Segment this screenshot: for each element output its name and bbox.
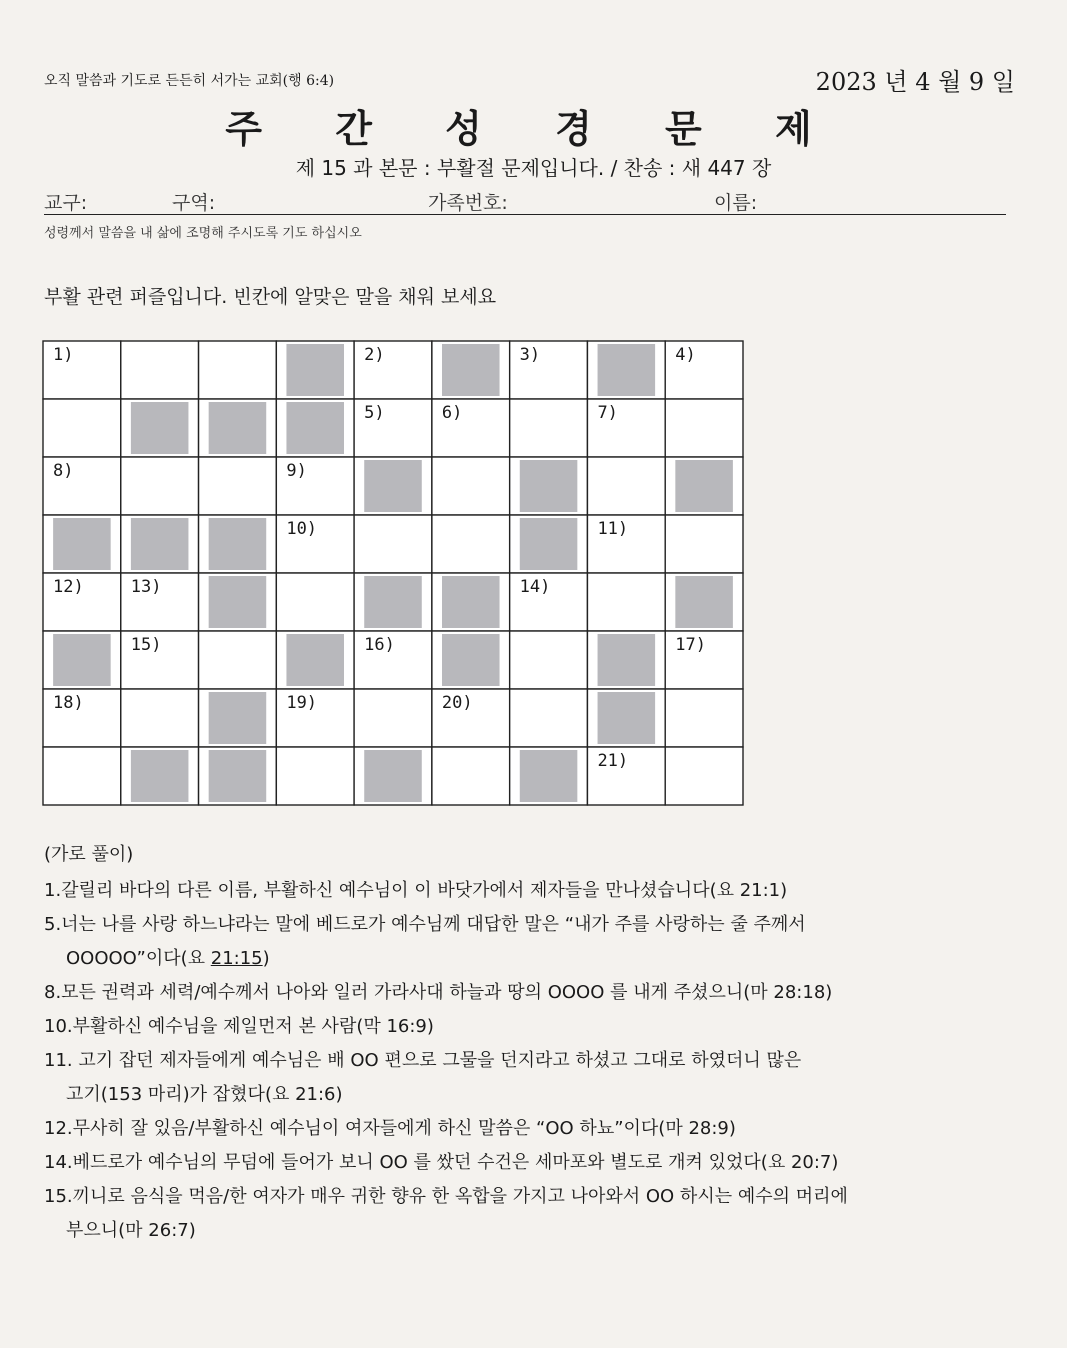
clue-12: 12.무사히 잘 있음/부활하신 예수님이 여자들에게 하신 말씀은 “OO 하뇨”이다(마 28:9) xyxy=(44,1118,736,1139)
shaded-cell xyxy=(53,634,111,686)
clue-14: 14.베드로가 예수님의 무덤에 들어가 보니 OO 를 쌌던 수건은 세마포와 별도로 개켜 있었다(요 20:7) xyxy=(44,1152,839,1173)
crossword-cell[interactable] xyxy=(587,573,665,631)
shaded-cell xyxy=(598,692,656,744)
clue-11: 11. 고기 잡던 제자들에게 예수님은 배 OO 편으로 그물을 던지라고 하셨고 그대로 하였더니 많은 xyxy=(44,1050,802,1071)
cell-number: 11) xyxy=(597,519,629,539)
shaded-cell xyxy=(131,518,189,570)
shaded-cell xyxy=(675,460,733,512)
crossword-cell[interactable] xyxy=(121,457,199,515)
cell-number: 19) xyxy=(286,693,318,713)
crossword-cell[interactable] xyxy=(665,515,743,573)
shaded-cell xyxy=(520,518,578,570)
crossword-cell[interactable] xyxy=(510,399,588,457)
parish-field[interactable]: 교구: xyxy=(44,192,88,214)
crossword-cell[interactable] xyxy=(354,515,432,573)
shaded-cell xyxy=(364,750,422,802)
cell-number: 1) xyxy=(53,345,74,365)
crossword-cell[interactable] xyxy=(199,341,277,399)
shaded-cell xyxy=(598,344,656,396)
shaded-cell xyxy=(364,576,422,628)
shaded-cell xyxy=(209,576,267,628)
date: 2023 년 4 월 9 일 xyxy=(815,68,1015,96)
cell-number: 8) xyxy=(53,461,74,481)
shaded-cell xyxy=(520,750,578,802)
crossword-cell[interactable] xyxy=(510,689,588,747)
crossword-cell[interactable] xyxy=(121,341,199,399)
crossword-cell[interactable] xyxy=(276,573,354,631)
cell-number: 3) xyxy=(519,345,541,365)
shaded-cell xyxy=(598,634,656,686)
shaded-cell xyxy=(286,402,344,454)
cell-number: 18) xyxy=(53,693,84,713)
crossword-cell[interactable] xyxy=(199,631,277,689)
shaded-cell xyxy=(520,460,578,512)
lesson-line: 제 15 과 본문 : 부활절 문제입니다. / 찬송 : 새 447 장 xyxy=(295,156,772,180)
name-field[interactable]: 이름: xyxy=(714,192,758,214)
cell-number: 15) xyxy=(130,635,162,655)
clue-heading: (가로 풀이) xyxy=(44,844,134,865)
shaded-cell xyxy=(364,460,422,512)
cell-number: 4) xyxy=(675,345,696,365)
crossword-cell[interactable] xyxy=(587,457,665,515)
crossword-cell[interactable] xyxy=(432,515,510,573)
shaded-cell xyxy=(209,692,267,744)
church-motto: 오직 말씀과 기도로 든든히 서가는 교회(행 6:4) xyxy=(44,73,335,89)
cell-number: 5) xyxy=(364,403,385,423)
cell-number: 10) xyxy=(286,519,318,539)
shaded-cell xyxy=(209,402,267,454)
clues xyxy=(44,838,1034,1248)
clue-10: 10.부활하신 예수님을 제일먼저 본 사람(막 16:9) xyxy=(44,1016,434,1037)
shaded-cell xyxy=(442,344,500,396)
crossword-cell[interactable] xyxy=(510,631,588,689)
crossword-cell[interactable] xyxy=(665,747,743,805)
district-field[interactable]: 구역: xyxy=(172,192,216,214)
clue-15-cont: 부으니(마 26:7) xyxy=(66,1220,196,1241)
cell-number: 6) xyxy=(441,403,463,423)
crossword-cell[interactable] xyxy=(432,747,510,805)
shaded-cell xyxy=(209,750,267,802)
prayer-note: 성령께서 말씀을 내 삶에 조명해 주시도록 기도 하십시오 xyxy=(44,226,362,241)
cell-number: 16) xyxy=(364,635,395,655)
clue-5-cont xyxy=(44,942,1034,976)
cell-number: 9) xyxy=(286,461,307,481)
crossword-cell[interactable] xyxy=(43,399,121,457)
crossword-cell[interactable] xyxy=(665,689,743,747)
clue-5-close: ) xyxy=(262,948,270,969)
shaded-cell xyxy=(131,750,189,802)
shaded-cell xyxy=(131,402,189,454)
shaded-cell xyxy=(442,576,500,628)
shaded-cell xyxy=(675,576,733,628)
cell-number: 7) xyxy=(597,403,618,423)
cell-number: 21) xyxy=(597,751,629,771)
shaded-cell xyxy=(209,518,267,570)
family-number-field[interactable]: 가족번호: xyxy=(428,192,508,214)
crossword-cell[interactable] xyxy=(432,457,510,515)
shaded-cell xyxy=(286,344,344,396)
info-row xyxy=(44,188,1006,215)
clue-8: 8.모든 권력과 세력/예수께서 나아와 일러 가라사대 하늘과 땅의 OOOO 를 내게 주셨으니(마 28:18) xyxy=(44,982,833,1003)
cell-number: 14) xyxy=(519,577,551,597)
page-title: 주 간 성 경 문 제 xyxy=(225,107,842,151)
cell-number: 17) xyxy=(675,635,706,655)
shaded-cell xyxy=(442,634,500,686)
clue-11-cont: 고기(153 마리)가 잡혔다(요 21:6) xyxy=(66,1084,343,1105)
clue-1: 1.갈릴리 바다의 다른 이름, 부활하신 예수님이 이 바닷가에서 제자들을 만나셨습니다(요 21:1) xyxy=(44,880,788,901)
crossword-cell[interactable] xyxy=(276,747,354,805)
crossword-cell[interactable] xyxy=(354,689,432,747)
crossword-svg xyxy=(42,340,744,806)
clue-5-ref: 21:15 xyxy=(210,948,263,969)
cell-number: 12) xyxy=(53,577,84,597)
clue-5-text: OOOOO”이다(요 xyxy=(66,948,211,969)
cell-number: 13) xyxy=(130,577,162,597)
shaded-cell xyxy=(286,634,344,686)
clue-5: 5.너는 나를 사랑 하느냐라는 말에 베드로가 예수님께 대답한 말은 “내가 주를 사랑하는 줄 주께서 xyxy=(44,914,806,935)
instruction: 부활 관련 퍼즐입니다. 빈칸에 알맞은 말을 채워 보세요 xyxy=(44,286,497,308)
crossword-grid xyxy=(42,340,744,806)
shaded-cell xyxy=(53,518,111,570)
crossword-cell[interactable] xyxy=(665,399,743,457)
crossword-cell[interactable] xyxy=(43,747,121,805)
cell-number: 20) xyxy=(441,693,473,713)
clue-15: 15.끼니로 음식을 먹음/한 여자가 매우 귀한 향유 한 옥합을 가지고 나아와서 OO 하시는 예수의 머리에 xyxy=(44,1186,848,1207)
crossword-cell[interactable] xyxy=(199,457,277,515)
crossword-cell[interactable] xyxy=(121,689,199,747)
cell-number: 2) xyxy=(364,345,385,365)
